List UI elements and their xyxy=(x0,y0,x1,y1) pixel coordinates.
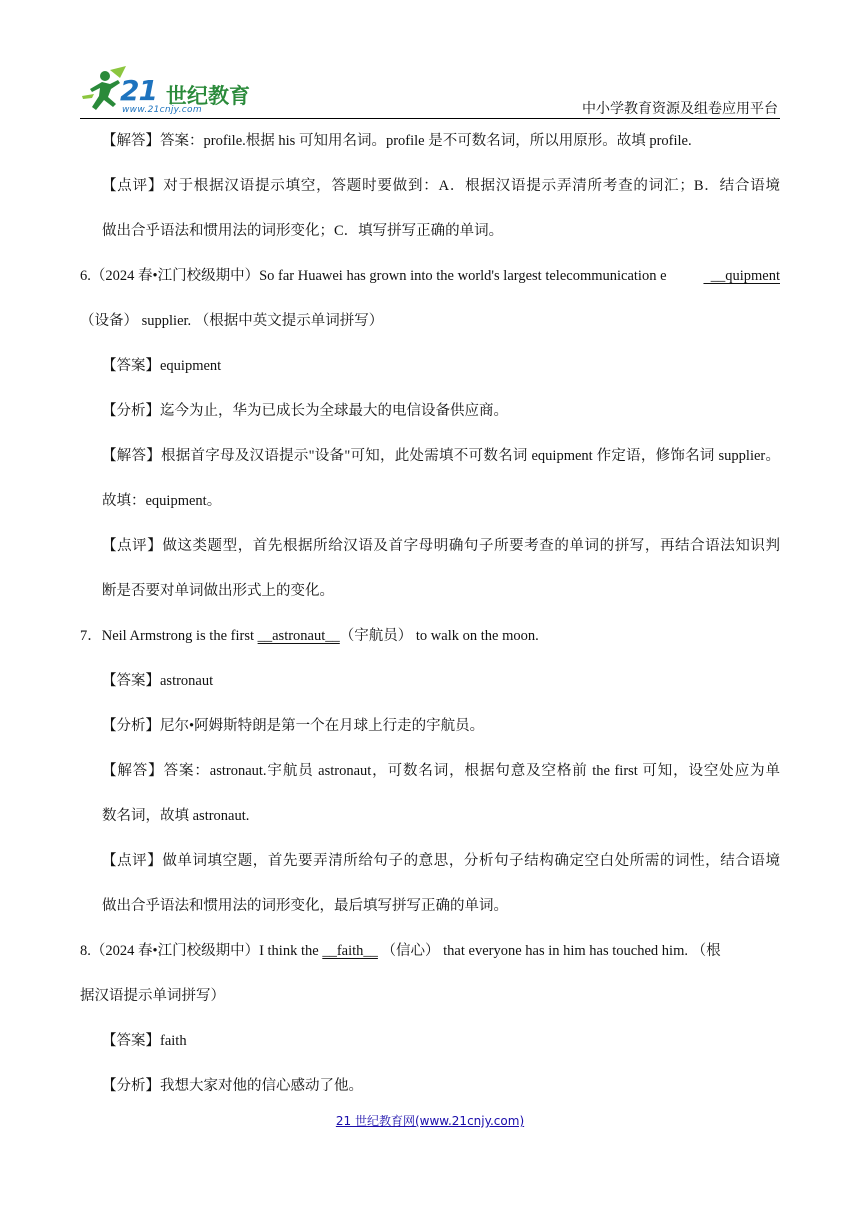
footer-link[interactable]: 21 世纪教育网(www.21cnjy.com) xyxy=(335,1114,525,1128)
question-7-solution: 【解答】答案：astronaut.宇航员 astronaut，可数名词，根据句意及空格前 the first 可知，设空处应为单 xyxy=(102,763,780,779)
question-7-text-end: （宇航员） to walk on the moon. xyxy=(339,628,539,644)
question-6-solution: 【解答】根据首字母及汉语提示"设备"可知，此处需填不可数名词 equipment 作定语，修饰名词 supplier。 xyxy=(102,448,780,464)
comment-line-cont: 做出合乎语法和惯用法的词形变化；C．填写拼写正确的单词。 xyxy=(102,223,504,239)
answer-line: 【解答】答案：profile.根据 his 可知用名词。profile 是不可数名词，所以用原形。故填 profile. xyxy=(102,133,692,149)
question-6 xyxy=(80,266,780,286)
question-7-comment: 【点评】做单词填空题，首先要弄清所给句子的意思，分析句子结构确定空白处所需的词性，结合语境 xyxy=(102,853,780,869)
platform-title: 中小学教育资源及组卷应用平台 xyxy=(582,101,778,117)
question-7-text: 7．Neil Armstrong is the first xyxy=(80,628,258,644)
question-6-comment: 【点评】做这类题型，首先根据所给汉语及首字母明确句子所要考查的单词的拼写，再结合语法知识判 xyxy=(102,538,780,554)
logo-text: 世纪教育 xyxy=(166,84,250,108)
question-6-solution-cont: 故填：equipment。 xyxy=(102,493,222,509)
question-8-analysis: 【分析】我想大家对他的信心感动了他。 xyxy=(102,1078,363,1094)
page-header xyxy=(80,62,780,120)
question-7-answer: 【答案】astronaut xyxy=(102,673,214,689)
question-6-analysis: 【分析】迄今为止，华为已成长为全球最大的电信设备供应商。 xyxy=(102,403,508,419)
question-7 xyxy=(80,626,780,646)
question-8-answer: 【答案】faith xyxy=(102,1033,187,1049)
question-6-comment-cont: 断是否要对单词做出形式上的变化。 xyxy=(102,583,334,599)
logo-url: www.21cnjy.com xyxy=(122,105,202,115)
site-logo xyxy=(80,66,255,116)
question-6-cont: （设备） supplier. （根据中英文提示单词拼写） xyxy=(80,313,384,329)
comment-line: 【点评】对于根据汉语提示填空，答题时要做到：A．根据汉语提示弄清所考查的词汇；B．结合语境 xyxy=(102,178,780,194)
question-7-analysis: 【分析】尼尔•阿姆斯特朗是第一个在月球上行走的宇航员。 xyxy=(102,718,485,734)
question-8-cont: 据汉语提示单词拼写） xyxy=(80,988,225,1004)
logo-number: 21 xyxy=(120,74,157,107)
question-8-blank: __faith__ xyxy=(322,943,378,959)
question-6-blank: __quipment xyxy=(703,268,780,284)
header-divider xyxy=(80,118,780,119)
question-6-answer: 【答案】equipment xyxy=(102,358,222,374)
question-7-solution-cont: 数名词，故填 astronaut. xyxy=(102,808,250,824)
question-7-blank: __astronaut__ xyxy=(257,628,340,644)
question-6-text: 6.（2024 春•江门校级期中）So far Huawei has grown into the world's largest telecommunication e xyxy=(80,268,667,284)
question-8-text: 8.（2024 春•江门校级期中）I think the xyxy=(80,943,323,959)
question-8-text-end: （信心） that everyone has in him has touched him. （根 xyxy=(377,943,721,959)
question-8 xyxy=(80,941,780,961)
question-7-comment-cont: 做出合乎语法和惯用法的词形变化，最后填写拼写正确的单词。 xyxy=(102,898,508,914)
